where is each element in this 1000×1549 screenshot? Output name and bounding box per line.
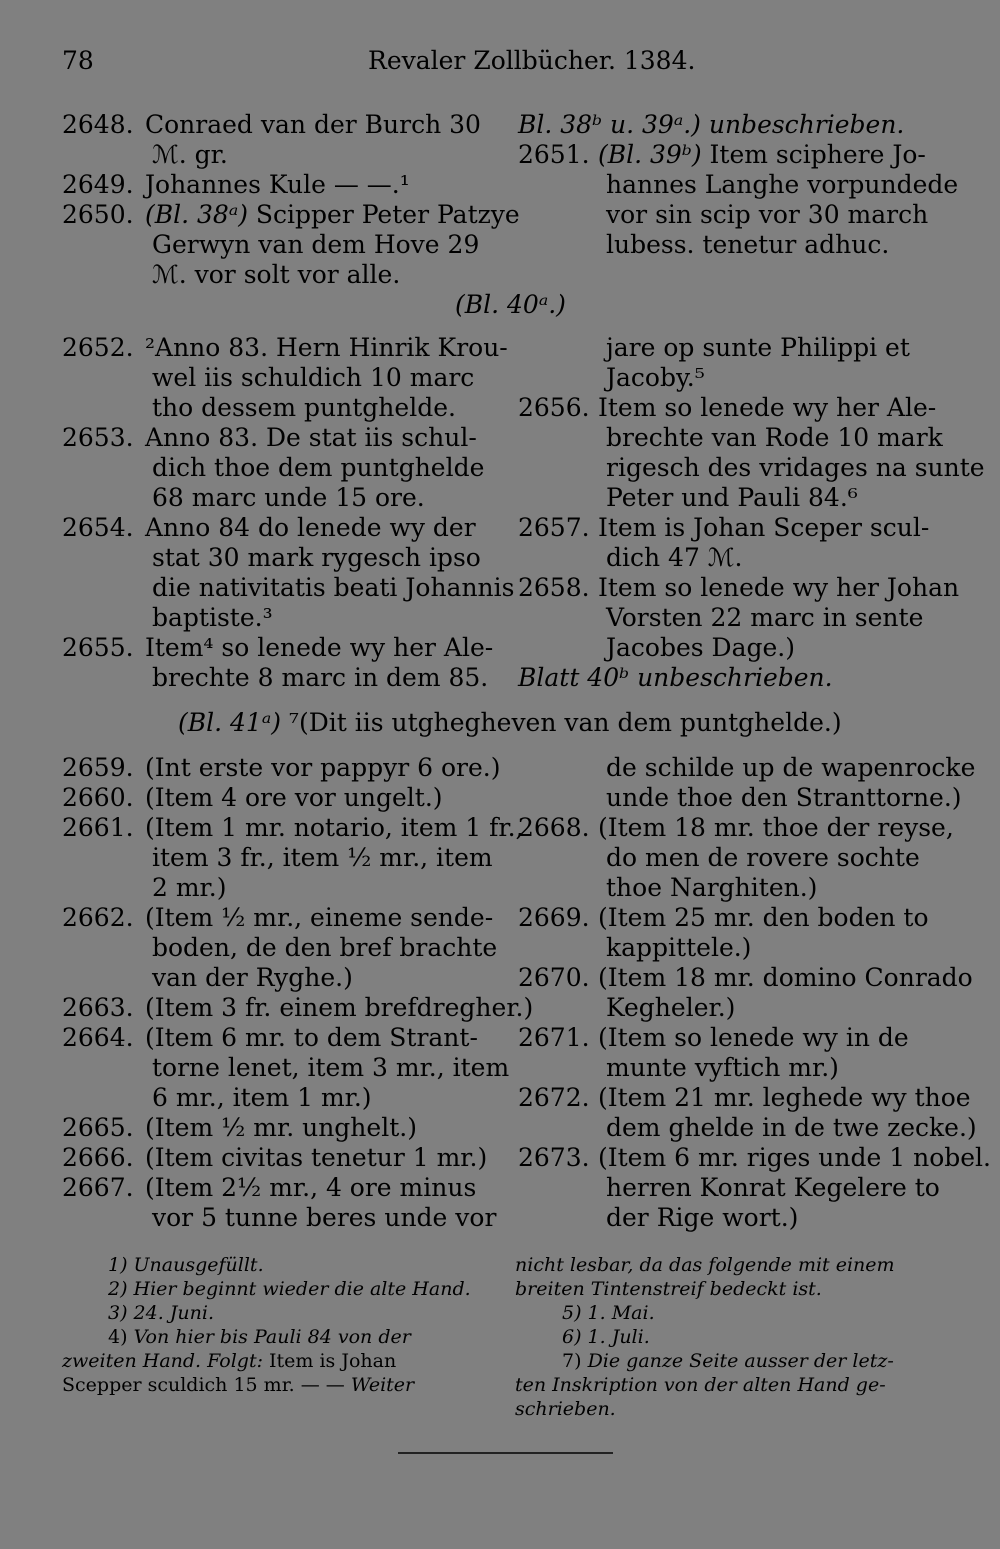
entry-line: dich thoe dem puntghelde: [152, 453, 485, 482]
entry-number: 2668.: [518, 813, 590, 842]
entry-line: (Item 6 mr. riges unde 1 nobel.: [598, 1143, 991, 1172]
entry-line: brechte van Rode 10 mark: [606, 423, 943, 452]
entry-line: tho dessem puntghelde.: [152, 393, 456, 422]
entry-line: unde thoe den Stranttorne.): [606, 783, 962, 812]
footnote: [562, 1349, 894, 1373]
footnote-text: Von hier bis Pauli 84 von der: [133, 1326, 411, 1348]
entry-line: (Item 21 mr. leghede wy thoe: [598, 1083, 971, 1112]
entry-line: van der Ryghe.): [152, 963, 353, 992]
entry-number: 2656.: [518, 393, 590, 422]
entry-line: jare op sunte Philippi et: [606, 333, 910, 362]
entry-line: kappittele.): [606, 933, 752, 962]
entry-line: munte vyftich mr.): [606, 1053, 839, 1082]
entry-line: die nativitatis beati Johannis: [152, 573, 515, 602]
entry-line: 2 mr.): [152, 873, 227, 902]
entry-line: 6 mr., item 1 mr.): [152, 1083, 372, 1112]
footnote: 3) 24. Juni.: [108, 1302, 215, 1324]
entry-line: Item⁴ so lenede wy her Ale-: [145, 633, 494, 662]
folio-note: Bl. 38ᵇ u. 39ᵃ.) unbeschrieben.: [518, 110, 905, 139]
entry-number: 2657.: [518, 513, 590, 542]
entry-number: 2659.: [62, 753, 134, 782]
entry-line: (Item 18 mr. thoe der reyse,: [598, 813, 954, 842]
entry-number: 2649.: [62, 170, 134, 199]
entry-number: 2670.: [518, 963, 590, 992]
footnote-line: breiten Tintenstreif bedeckt ist.: [515, 1278, 822, 1300]
footnote-line: ten Inskription von der alten Hand ge-: [515, 1374, 886, 1396]
entry-number: 2653.: [62, 423, 134, 452]
entry-line: (Item 3 fr. einem brefdregher.): [145, 993, 534, 1022]
entry-line: Kegheler.): [606, 993, 736, 1022]
footnote-quote: Item is Johan: [269, 1350, 397, 1372]
entry-number: 2667.: [62, 1173, 134, 1202]
entry-number: 2669.: [518, 903, 590, 932]
entry-line: (Int erste vor pappyr 6 ore.): [145, 753, 501, 782]
folio-heading: [178, 708, 842, 738]
entry-line: herren Konrat Kegelere to: [606, 1173, 940, 1202]
entry-line: wel iis schuldich 10 marc: [152, 363, 475, 392]
entry-line: Item is Johan Sceper scul-: [598, 513, 930, 542]
footnote: 5) 1. Mai.: [562, 1302, 655, 1324]
footnote-marker: 7): [562, 1350, 582, 1372]
entry-line: (Item 4 ore vor ungelt.): [145, 783, 443, 812]
entry-line: stat 30 mark rygesch ipso: [152, 543, 481, 572]
entry-number: 2658.: [518, 573, 590, 602]
entry-line: dem ghelde in de twe zecke.): [606, 1113, 977, 1142]
entry-line: Anno 83. De stat iis schul-: [145, 423, 477, 452]
entry-line: ℳ. gr.: [152, 140, 228, 169]
entry-line: der Rige wort.): [606, 1203, 799, 1232]
entry-number: 2661.: [62, 813, 134, 842]
entry-number: 2663.: [62, 993, 134, 1022]
section-title: ⁷(Dit iis utghegheven van dem puntghelde.): [280, 708, 842, 737]
entry-line: rigesch des vridages na sunte: [606, 453, 985, 482]
entry-line: (Item civitas tenetur 1 mr.): [145, 1143, 488, 1172]
folio-heading: (Bl. 40ᵃ.): [455, 290, 566, 319]
footnote: 1) Unausgefüllt.: [108, 1254, 264, 1276]
entry-number: 2648.: [62, 110, 134, 139]
entry-line: baptiste.³: [152, 603, 273, 632]
entry-number: 2664.: [62, 1023, 134, 1052]
footnote-text: Weiter: [350, 1374, 415, 1396]
page-end-rule: [398, 1452, 613, 1454]
entry-line: [145, 200, 520, 230]
footnote-line: [62, 1349, 396, 1373]
entry-line: boden, de den bref brachte: [152, 933, 498, 962]
entry-number: 2651.: [518, 140, 590, 169]
running-title: Revaler Zollbücher. 1384.: [368, 46, 696, 75]
entry-line: item 3 fr., item ½ mr., item: [152, 843, 493, 872]
entry-line: Item so lenede wy her Johan: [598, 573, 960, 602]
entry-line: Vorsten 22 marc in sente: [606, 603, 924, 632]
entry-number: 2660.: [62, 783, 134, 812]
footnote-line: schrieben.: [515, 1398, 616, 1420]
entry-number: 2650.: [62, 200, 134, 229]
entry-line: brechte 8 marc in dem 85.: [152, 663, 489, 692]
entry-line: (Item so lenede wy in de: [598, 1023, 909, 1052]
entry-line: (Item ½ mr. unghelt.): [145, 1113, 417, 1142]
folio-ref: (Bl. 38ᵃ): [145, 200, 248, 229]
entry-line: de schilde up de wapenrocke: [606, 753, 976, 782]
entry-number: 2673.: [518, 1143, 590, 1172]
entry-line: dich 47 ℳ.: [606, 543, 743, 572]
entry-line: thoe Narghiten.): [606, 873, 818, 902]
entry-line: (Item ½ mr., eineme sende-: [145, 903, 494, 932]
entry-line: (Item 1 mr. notario, item 1 fr.,: [145, 813, 524, 842]
entry-number: 2666.: [62, 1143, 134, 1172]
footnote: [108, 1325, 411, 1349]
footnote: 6) 1. Juli.: [562, 1326, 650, 1348]
entry-line: vor 5 tunne beres unde vor: [152, 1203, 497, 1232]
folio-ref: (Bl. 41ᵃ): [178, 708, 281, 737]
entry-line: Item so lenede wy her Ale-: [598, 393, 937, 422]
folio-ref: (Bl. 39ᵇ): [598, 140, 702, 169]
entry-line: torne lenet, item 3 mr., item: [152, 1053, 510, 1082]
entry-line: Johannes Kule — —.¹: [145, 170, 410, 199]
entry-number: 2671.: [518, 1023, 590, 1052]
footnote-text: zweiten Hand. Folgt:: [62, 1350, 263, 1372]
footnote-quote: Scepper sculdich 15 mr. — —: [62, 1374, 345, 1396]
entry-line: do men de rovere sochte: [606, 843, 920, 872]
entry-line: 68 marc unde 15 ore.: [152, 483, 425, 512]
entry-line: (Item 18 mr. domino Conrado: [598, 963, 973, 992]
folio-note: Blatt 40ᵇ unbeschrieben.: [518, 663, 833, 692]
entry-line: hannes Langhe vorpundede: [606, 170, 959, 199]
entry-number: 2652.: [62, 333, 134, 362]
entry-number: 2662.: [62, 903, 134, 932]
entry-line: Anno 84 do lenede wy der: [145, 513, 476, 542]
entry-line: Gerwyn van dem Hove 29: [152, 230, 480, 259]
entry-line: (Item 2½ mr., 4 ore minus: [145, 1173, 477, 1202]
footnote: 2) Hier beginnt wieder die alte Hand.: [108, 1278, 471, 1300]
entry-number: 2672.: [518, 1083, 590, 1112]
entry-line: Jacobes Dage.): [606, 633, 796, 662]
page-number: 78: [62, 46, 94, 75]
entry-line: lubess. tenetur adhuc.: [606, 230, 890, 259]
entry-text: Scipper Peter Patzye: [247, 200, 520, 229]
entry-number: 2665.: [62, 1113, 134, 1142]
entry-line: Jacoby.⁵: [606, 363, 705, 392]
footnote-line: [62, 1373, 414, 1397]
entry-number: 2655.: [62, 633, 134, 662]
entry-number: 2654.: [62, 513, 134, 542]
entry-line: ²Anno 83. Hern Hinrik Krou-: [145, 333, 508, 362]
entry-line: [598, 140, 926, 170]
footnote-text: Die ganze Seite ausser der letz-: [587, 1350, 894, 1372]
footnote-marker: 4): [108, 1326, 128, 1348]
entry-line: (Item 25 mr. den boden to: [598, 903, 929, 932]
footnote-line: nicht lesbar, da das folgende mit einem: [515, 1254, 895, 1276]
entry-line: Peter und Pauli 84.⁶: [606, 483, 858, 512]
entry-line: ℳ. vor solt vor alle.: [152, 260, 401, 289]
entry-line: (Item 6 mr. to dem Strant-: [145, 1023, 478, 1052]
entry-line: vor sin scip vor 30 march: [606, 200, 929, 229]
entry-text: Item sciphere Jo-: [701, 140, 926, 169]
entry-line: Conraed van der Burch 30: [145, 110, 481, 139]
